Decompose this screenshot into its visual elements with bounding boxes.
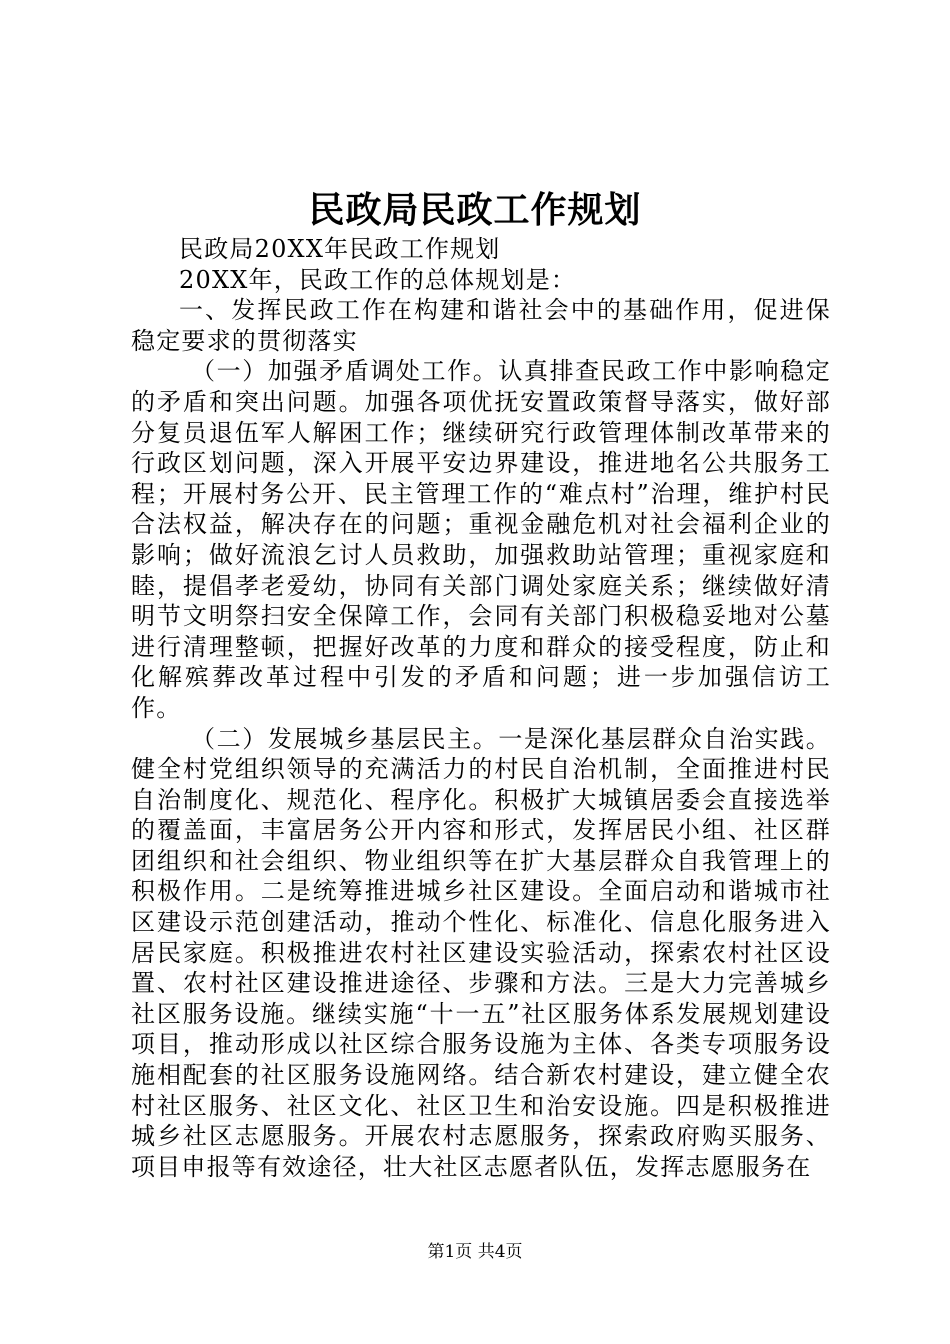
page-number-footer: 第1页 共4页 (427, 1242, 523, 1262)
document-body (131, 234, 831, 1182)
paragraph-intro: 20XX年，民政工作的总体规划是： (179, 265, 577, 294)
paragraph-section-heading: 一、发挥民政工作在构建和谐社会中的基础作用，促进保稳定要求的贯彻落实 (131, 296, 831, 355)
paragraph-subtitle: 民政局20XX年民政工作规划 (179, 235, 501, 263)
paragraph-item-2: （二）发展城乡基层民主。一是深化基层群众自治实践。健全村党组织领导的充满活力的村民自治机制，全面推进村民自治制度化、规范化、程序化。积极扩大城镇居委会直接选举的覆盖面，丰富居务公开内容和形式，发挥居民小组、社区群团组织和社会组织、物业组织等在扩大基层群众自我管理上的积极作用。二是统筹推进城乡社区建设。全面启动和谐城市社区建设示范创建活动，推动个性化、标准化、信息化服务进入居民家庭。积极推进农村社区建设实验活动，探索农村社区设置、农村社区建设推进途径、步骤和方法。三是大力完善城乡社区服务设施。继续实施“十一五”社区服务体系发展规划建设项目，推动形成以社区综合服务设施为主体、各类专项服务设施相配套的社区服务设施网络。结合新农村建设，建立健全农村社区服务、社区文化、社区卫生和治安设施。四是积极推进城乡社区志愿服务。开展农村志愿服务，探索政府购买服务、项目申报等有效途径，壮大社区志愿者队伍，发挥志愿服务在 (131, 724, 831, 1181)
paragraph-item-1: （一）加强矛盾调处工作。认真排查民政工作中影响稳定的矛盾和突出问题。加强各项优抚安置政策督导落实，做好部分复员退伍军人解困工作；继续研究行政管理体制改革带来的行政区划问题，深入开展平安边界建设，推进地名公共服务工程；开展村务公开、民主管理工作的“难点村”治理，维护村民合法权益，解决存在的问题；重视金融危机对社会福利企业的影响；做好流浪乞讨人员救助，加强救助站管理；重视家庭和睦，提倡孝老爱幼，协同有关部门调处家庭关系；继续做好清明节文明祭扫安全保障工作，会同有关部门积极稳妥地对公墓进行清理整顿，把握好改革的力度和群众的接受程度，防止和化解殡葬改革过程中引发的矛盾和问题；进一步加强信访工作。 (131, 357, 831, 722)
document-title: 民政局民政工作规划 (308, 189, 642, 231)
